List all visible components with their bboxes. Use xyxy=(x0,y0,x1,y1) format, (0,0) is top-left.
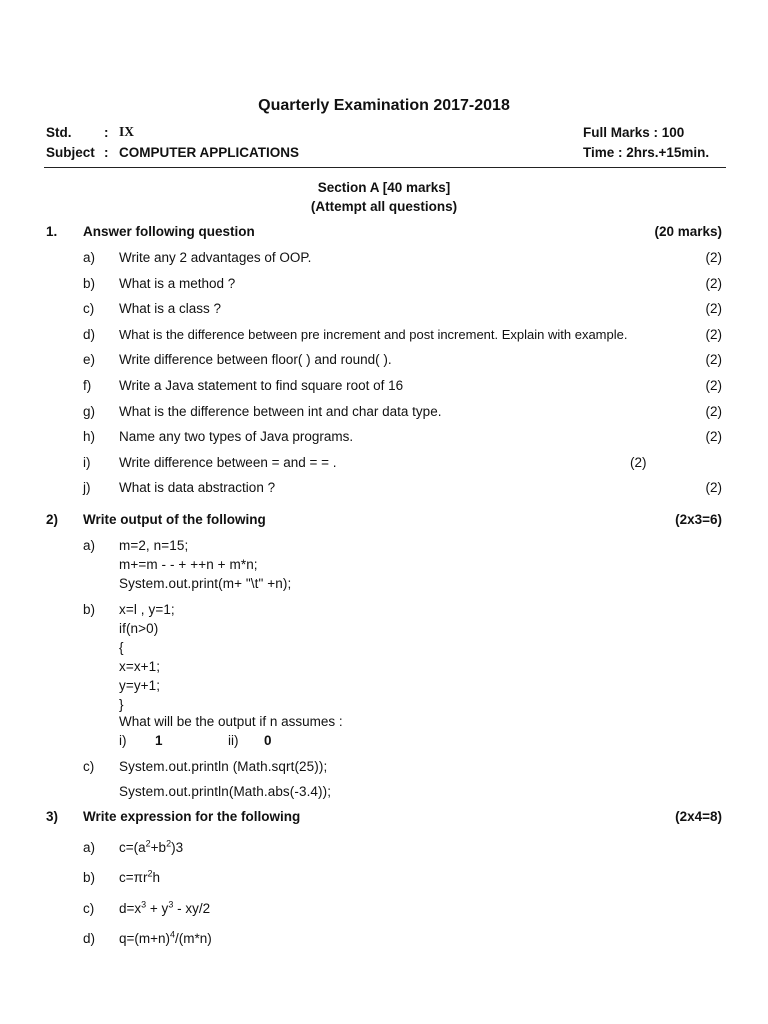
std-label: Std. xyxy=(46,125,72,140)
q2b-option-value: 1 xyxy=(155,733,163,748)
q3d-expression: $q=(m+n)^4/(m*n)$ xyxy=(119,929,212,946)
q2b-option-value: 0 xyxy=(264,733,272,748)
q2c-code-line: System.out.println (Math.sqrt(25)); xyxy=(119,759,328,774)
q3a-expression: $c=(a^2+b^2)3$ xyxy=(119,838,184,855)
q1-item-marks: (2) xyxy=(705,301,722,316)
q1-item-text: Write a Java statement to find square root of 16 xyxy=(119,378,404,393)
q1-item-marks: (2) xyxy=(705,250,722,265)
q2a-code-line: m=2, n=15; xyxy=(119,538,189,553)
q3-marks: (2x4=8) xyxy=(675,809,722,824)
section-instruction: (Attempt all questions) xyxy=(310,199,458,214)
q1-item-marks: (2) xyxy=(705,276,722,291)
section-title: Section A [40 marks] xyxy=(317,180,451,195)
q1-item-label: b) xyxy=(83,276,96,291)
q3-number: 3) xyxy=(46,809,59,824)
q3b-expression: $c=\pi r^2h$ xyxy=(119,868,160,885)
q1-item-label: a) xyxy=(83,250,96,265)
subject-value: COMPUTER APPLICATIONS xyxy=(119,145,300,160)
q1-item-label: d) xyxy=(83,327,96,342)
q1-number: 1. xyxy=(46,224,58,239)
q2a-label: a) xyxy=(83,538,96,553)
q3c-expression: $d=x^3 + y^3 - xy/2$ xyxy=(119,899,211,916)
q2b-code-line: } xyxy=(119,697,124,712)
q1-item-label: i) xyxy=(83,455,91,470)
q1-heading: Answer following question xyxy=(83,224,255,239)
q1-item-marks: (2) xyxy=(705,404,722,419)
q3c-label: c) xyxy=(83,901,95,916)
q1-item-label: h) xyxy=(83,429,96,444)
q3-heading: Write expression for the following xyxy=(83,809,301,824)
q1-item-text: What is data abstraction ? xyxy=(119,480,276,495)
q3a-label: a) xyxy=(83,840,96,855)
q1-item-text: Write difference between floor( ) and round( ). xyxy=(119,352,392,367)
q1-item-text: Write any 2 advantages of OOP. xyxy=(119,250,312,265)
q1-item-text: What is a method ? xyxy=(119,276,236,291)
q2b-code-line: x=l , y=1; xyxy=(119,602,175,617)
q1-item-label: e) xyxy=(83,352,96,367)
header-divider xyxy=(44,167,726,168)
q1-item-label: c) xyxy=(83,301,95,316)
q2-marks: (2x3=6) xyxy=(675,512,722,527)
q2b-label: b) xyxy=(83,602,96,617)
std-colon: : xyxy=(104,125,109,140)
full-marks: Full Marks : 100 xyxy=(583,125,685,140)
q1-item-text: What is a class ? xyxy=(119,301,222,316)
q2b-question: What will be the output if n assumes : xyxy=(119,714,343,729)
q2-number: 2) xyxy=(46,512,59,527)
subject-label: Subject xyxy=(46,145,95,160)
q2b-option-label: i) xyxy=(119,733,127,748)
q1-item-marks: (2) xyxy=(705,378,722,393)
exam-title: Quarterly Examination 2017-2018 xyxy=(258,97,510,114)
q2b-code-line: y=y+1; xyxy=(119,678,161,693)
q2c-label: c) xyxy=(83,759,95,774)
q1-item-label: j) xyxy=(83,480,91,495)
q1-item-text: Write difference between = and = = . xyxy=(119,455,337,470)
q1-marks: (20 marks) xyxy=(654,224,722,239)
subject-colon: : xyxy=(104,145,109,160)
q1-item-marks: (2) xyxy=(705,352,722,367)
q2c-code-line: System.out.println(Math.abs(-3.4)); xyxy=(119,784,332,799)
q1-item-marks: (2) xyxy=(705,327,722,342)
q2-heading: Write output of the following xyxy=(83,512,266,527)
std-value: IX xyxy=(119,124,135,139)
q2b-code-line: if(n>0) xyxy=(119,621,159,636)
q1-item-text: What is the difference between int and char data type. xyxy=(119,404,442,419)
q1-item-marks: (2) xyxy=(705,429,722,444)
q2b-option-label: ii) xyxy=(228,733,239,748)
q2a-code-line: System.out.print(m+ "\t" +n); xyxy=(119,576,292,591)
q1-item-text: Name any two types of Java programs. xyxy=(119,429,354,444)
q2b-code-line: { xyxy=(119,640,124,655)
exam-time: Time : 2hrs.+15min. xyxy=(583,145,710,160)
q3b-label: b) xyxy=(83,870,96,885)
q2b-code-line: x=x+1; xyxy=(119,659,161,674)
q1-item-label: g) xyxy=(83,404,96,419)
q1-item-text: What is the difference between pre increment and post increment. Explain with example. xyxy=(119,327,628,342)
q3d-label: d) xyxy=(83,931,96,946)
q1-item-marks: (2) xyxy=(630,455,647,470)
q1-item-marks: (2) xyxy=(705,480,722,495)
q1-item-label: f) xyxy=(83,378,92,393)
q2a-code-line: m+=m - - + ++n + m*n; xyxy=(119,557,258,572)
